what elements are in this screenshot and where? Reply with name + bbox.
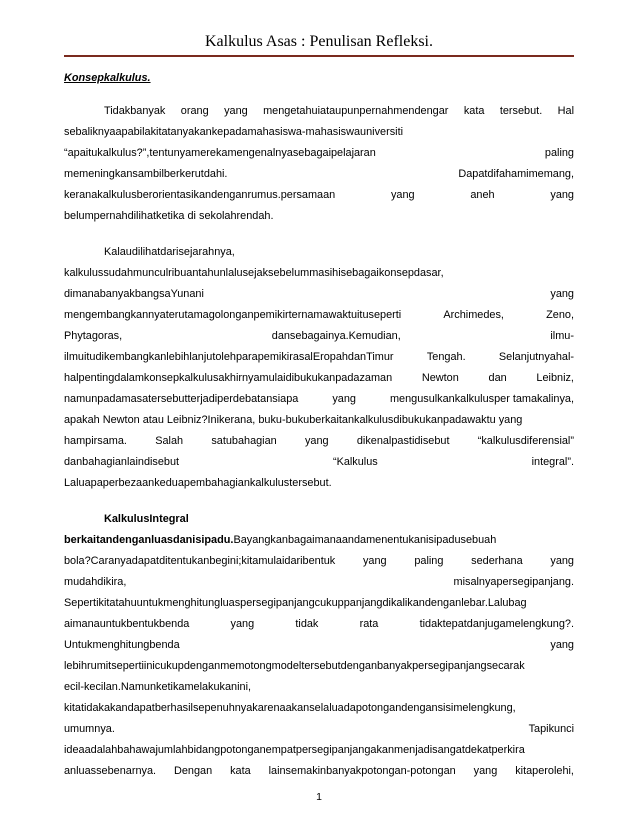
word: mudahdikira, [64,576,127,588]
paragraph-line [64,242,574,263]
word: kata [230,765,251,777]
spacer [64,89,574,101]
word: dimanabanyakbangsaYunani [64,288,204,300]
paragraph-line [64,122,574,143]
word: “apaitukalkulus?”,tentunyamerekamengenalnyasebagaipelajaran [64,147,376,159]
paragraph-line [64,593,574,614]
word: “kalkulusdiferensial” [477,435,574,447]
word: apakah Newton atau Leibniz?Inikerana, buku-bukuberkaitankalkulusdibukukanpadawaktu yang [64,414,523,426]
word: dansebagainya.Kemudian, [271,330,401,342]
word: Untukmenghitungbenda [64,639,180,651]
word: tersebut. [499,105,543,117]
word: Dapatdifahamimemang, [458,168,574,180]
word: yang [332,393,356,405]
word: Sepertikitatahuuntukmenghitungluaspersegipanjangcukuppanjangdikalikandenganlebar.Lalubag [64,597,527,609]
paragraph-line [64,284,574,305]
document-body [64,68,574,782]
section-title-integral: KalkulusIntegral [104,513,189,525]
word: mengembangkannyaterutamagolonganpemikirternamawaktuituseperti [64,309,402,321]
paragraph-line [64,635,574,656]
paragraph-line [64,326,574,347]
header-rule [64,55,574,57]
word: Salah [155,435,184,447]
word: yang [473,765,498,777]
paragraph-line [64,530,574,551]
paragraph-line [64,101,574,122]
word: lainsemakinbanyakpotongan-potongan [268,765,456,777]
word: tidaktepatdanjugamelengkung?. [419,618,574,630]
word: kitatidakakandapatberhasilsepenuhnyakarenaakanselaluadapotongandengansisimelengkung, [64,702,516,714]
word: mengetahuiataupunpernahmendengar [263,105,449,117]
paragraph-line [64,164,574,185]
word: paling [414,555,444,567]
paragraph-line [64,305,574,326]
word: Tapikunci [528,723,574,735]
word: ideaadalahbahawajumlahbidangpotonganempatpersegipanjangakanmenjadisangatdekatperkira [64,744,525,756]
paragraph-line [64,473,574,494]
word: anluassebenarnya. [64,765,157,777]
word: Tidakbanyak [104,105,166,117]
word: Leibniz, [536,372,574,384]
word: Tengah. [426,351,466,363]
word: paling [544,147,574,159]
word: “Kalkulus [332,456,378,468]
paragraph-line [64,614,574,635]
paragraph-line [64,572,574,593]
word: ecil-kecilan.Namunketikamelakukanini, [64,681,252,693]
page-header-title: Kalkulus Asas : Penulisan Refleksi. [205,33,433,50]
word: yang [390,189,415,201]
word: aneh [470,189,495,201]
word: integral”. [531,456,574,468]
word: yang [550,555,574,567]
word: aimanauntukbentukbenda [64,618,190,630]
word: lebihrumitsepertiinicukupdenganmemotongmodeltersebutdenganbanyakpersegipanjangsecarak [64,660,525,672]
word: hampirsama. [64,435,127,447]
bold-lead-text: berkaitandenganluasdanisipadu. [64,534,234,546]
word: memeningkansambilberkerutdahi. [64,168,228,180]
word: satubahagian [211,435,277,447]
paragraph-line [64,389,574,410]
paragraph-line [64,656,574,677]
paragraph-line [64,551,574,572]
word: kitaperolehi, [515,765,574,777]
word: yang [230,618,255,630]
paragraph-line [64,677,574,698]
section-title-integral-line [64,509,574,530]
paragraph-sejarah [64,242,574,494]
word: Phytagoras, [64,330,123,342]
word: sederhana [471,555,523,567]
word: misalnyapersegipanjang. [453,576,574,588]
spacer [64,494,574,509]
paragraph-line [64,452,574,473]
spacer [64,227,574,242]
paragraph-line [64,143,574,164]
word: mengusulkankalkulusper tamakalinya, [389,393,574,405]
word: tidak [295,618,319,630]
word: yang [550,288,574,300]
paragraph-integral [64,551,574,782]
word: Hal [557,105,574,117]
paragraph-konsep [64,101,574,227]
word: yang [224,105,248,117]
word: dikenalpastidisebut [356,435,450,447]
word: yang [550,639,574,651]
paragraph-line [64,740,574,761]
word: keranakalkulusberorientasikandenganrumus.persamaan [64,189,336,201]
word: ilmuitudikembangkanlebihlanjutolehparapemikirasalEropahdanTimur [64,351,394,363]
paragraph-line [64,368,574,389]
word: Newton [421,372,459,384]
word: orang [180,105,209,117]
word: Laluapaperbezaankeduapembahagiankalkulustersebut. [64,477,332,489]
word: yang [362,555,387,567]
word: namunpadamasatersebutterjadiperdebatansiapa [64,393,299,405]
page-number: 1 [316,791,322,803]
paragraph-line [64,263,574,284]
lead-text: Bayangkanbagaimanaandamenentukanisipadusebuah [233,534,497,546]
paragraph-line [64,206,574,227]
paragraph-line [64,410,574,431]
word: Kalaudilihatdarisejarahnya, [104,246,235,258]
paragraph-line [64,698,574,719]
word: sebaliknyaapabilakitatanyakankepadamahasiswa-mahasiswauniversiti [64,126,404,138]
word: belumpernahdilihatketika di sekolahrendah. [64,210,274,222]
word: halpentingdalamkonsepkalkulusakhirnyamulaidibukukanpadazaman [64,372,393,384]
word: Archimedes, [443,309,504,321]
word: kalkulussudahmunculribuantahunlalusejaksebelummasihisebagaikonsepdasar, [64,267,444,279]
section-title-konsep: Konsepkalkulus. [64,72,151,84]
word: ilmu- [550,330,574,342]
word: yang [550,189,574,201]
word: kata [463,105,485,117]
word: Dengan [173,765,213,777]
paragraph-line [64,185,574,206]
word: danbahagianlaindisebut [64,456,180,468]
word: umumnya. [64,723,115,735]
word: yang [304,435,329,447]
paragraph-line [64,347,574,368]
paragraph-line [64,719,574,740]
word: rata [359,618,379,630]
paragraph-line [64,761,574,782]
word: Zeno, [546,309,574,321]
word: Selanjutnyahal- [498,351,574,363]
word: bola?Caranyadapatditentukanbegini;kitamulaidaribentuk [64,555,336,567]
paragraph-line [64,431,574,452]
word: dan [488,372,507,384]
